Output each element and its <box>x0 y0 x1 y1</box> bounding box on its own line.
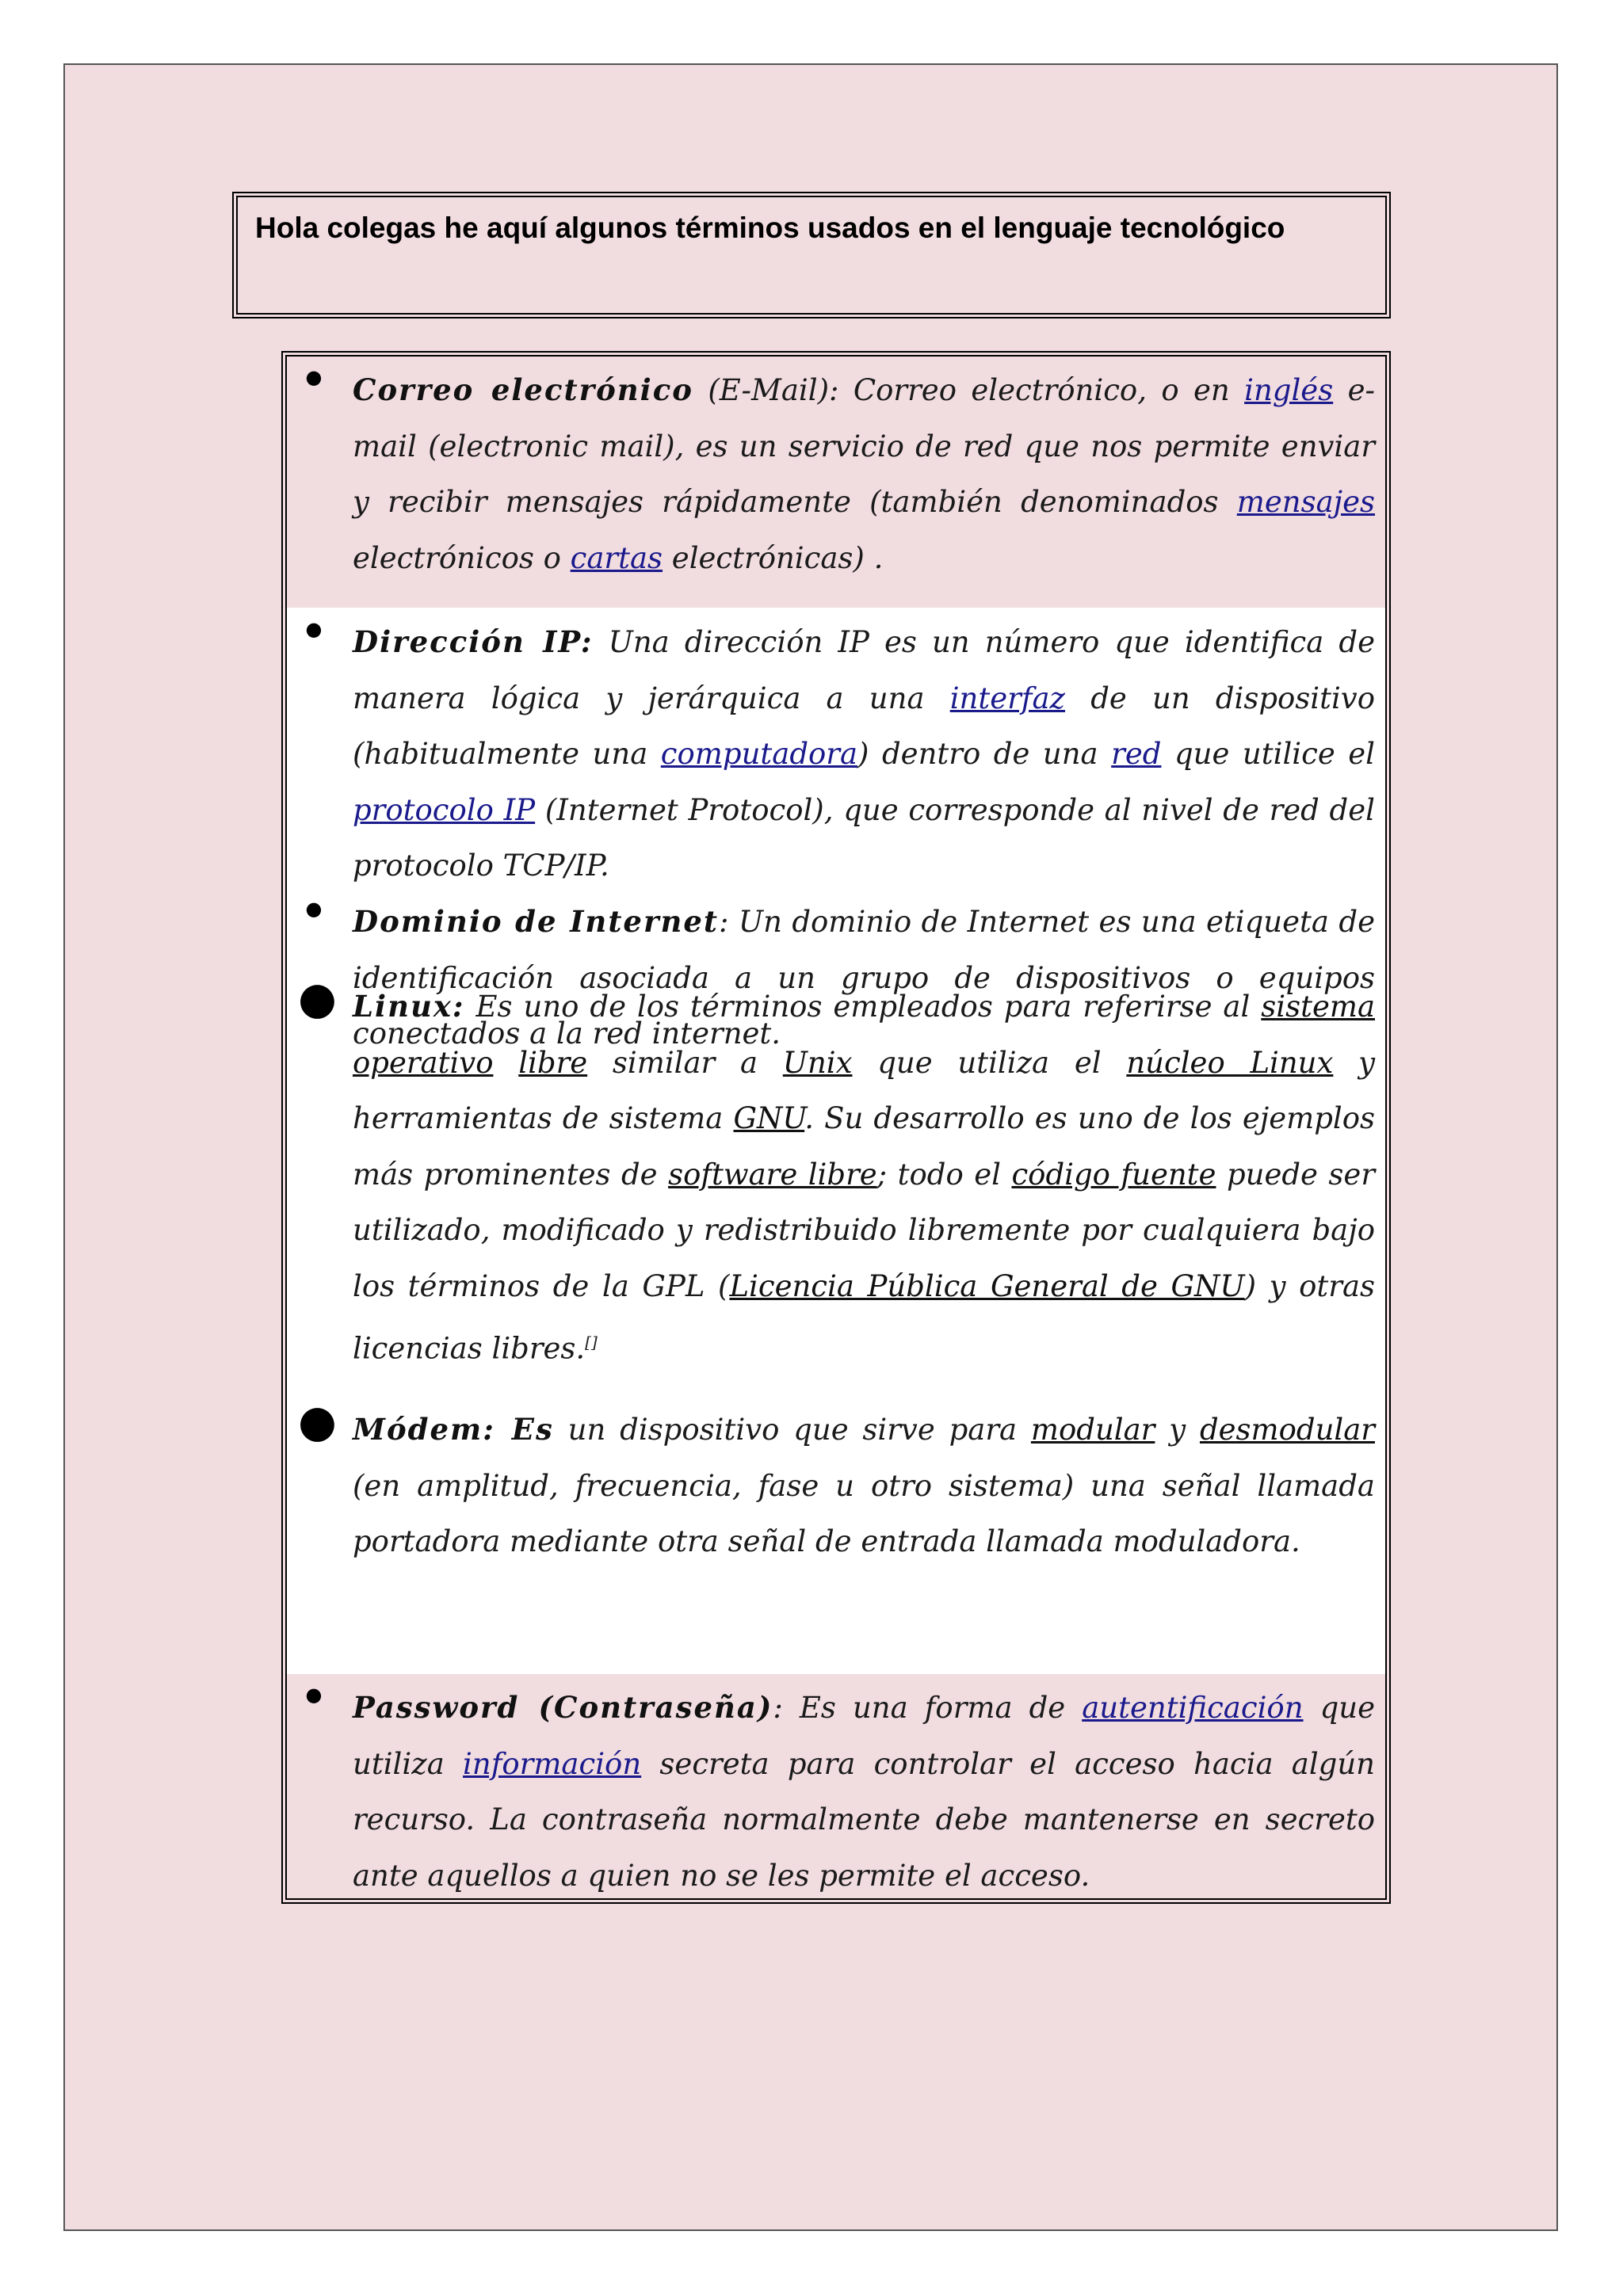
link-nucleo-linux[interactable]: núcleo Linux <box>1126 1045 1334 1080</box>
link-ingles[interactable]: inglés <box>1244 373 1334 407</box>
link-mensajes[interactable]: mensajes <box>1236 485 1375 519</box>
entry-domain: Dominio de Internet: Un dominio de Internet es una etiqueta de identificación asociada a un grupo de dispositivos o equipos conectados a la red internet. <box>353 904 1375 1051</box>
link-codigo-fuente[interactable]: código fuente <box>1011 1157 1216 1192</box>
entry-modem: Módem: Es un dispositivo que sirve para modular y desmodular (en amplitud, frecuencia, fase u otro sistema) una señal llamada portadora mediante otra señal de entrada llamada moduladora. <box>353 1412 1375 1558</box>
link-cartas[interactable]: cartas <box>570 540 663 575</box>
link-modular[interactable]: modular <box>1030 1413 1155 1447</box>
link-autentificacion[interactable]: autentificación <box>1082 1691 1304 1725</box>
term-modem: Módem: Es <box>353 1412 554 1447</box>
term-ip: Dirección IP: <box>353 624 594 659</box>
term-domain: Dominio de Internet <box>353 904 719 939</box>
link-desmodular[interactable]: desmodular <box>1199 1413 1375 1447</box>
term-password: Password (Contraseña) <box>353 1690 773 1725</box>
glossary-box <box>281 351 1391 1904</box>
bullet-icon: ● <box>305 1684 323 1706</box>
title-box <box>232 192 1391 318</box>
bullet-icon: ● <box>305 366 323 388</box>
bullet-icon: ● <box>305 618 323 640</box>
link-software-libre[interactable]: software libre <box>668 1157 877 1192</box>
link-licencia-gpl[interactable]: Licencia Pública General de GNU <box>729 1268 1245 1303</box>
bullet-icon: ● <box>298 973 337 1024</box>
link-interfaz[interactable]: interfaz <box>949 681 1066 715</box>
page-title: Hola colegas he aquí algunos términos usados en el lenguaje tecnológico <box>255 212 1285 244</box>
entry-ip: Dirección IP: Una dirección IP es un número que identifica de manera lógica y jerárquica a una interfaz de un dispositivo (habitualmente una computadora) dentro de una red que utilice el protocolo IP (Internet Protocol), que corresponde al nivel de red del protocolo TCP/IP. <box>353 624 1375 883</box>
link-computadora[interactable]: computadora <box>660 737 858 771</box>
entry-linux: Linux: Es uno de los términos empleados para referirse al sistema operativo libre similar a Unix que utiliza el núcleo Linux y herramientas de sistema GNU. Su desarrollo es uno de los ejemplos más prominentes de software libre; todo el código fuente puede ser utilizado, modificado y redistribuido libremente por cualquiera bajo los términos de la GPL (Licencia Pública General de GNU) y otras licencias libres.[] <box>353 989 1376 1366</box>
link-sistema-operativo[interactable]: sistema operativo <box>353 990 1375 1080</box>
link-informacion[interactable]: información <box>463 1746 642 1781</box>
entry-email: Correo electrónico (E-Mail): Correo electrónico, o en inglés e-mail (electronic mail), es un servicio de red que nos permite enviar y recibir mensajes rápidamente (también denominados mensajes electrónicos o cartas electrónicas) . <box>353 372 1375 575</box>
bullet-icon: ● <box>305 898 323 920</box>
link-unix[interactable]: Unix <box>782 1045 853 1080</box>
link-red[interactable]: red <box>1111 737 1162 771</box>
link-gnu[interactable]: GNU <box>733 1101 805 1135</box>
link-libre[interactable]: libre <box>518 1045 588 1080</box>
footnote-ref: [] <box>585 1333 598 1352</box>
bullet-icon: ● <box>298 1396 337 1447</box>
term-email: Correo electrónico <box>353 372 693 407</box>
entry-password: Password (Contraseña): Es una forma de autentificación que utiliza información secreta para controlar el acceso hacia algún recurso. La contraseña normalmente debe mantenerse en secreto ante aquellos a quien no se les permite el acceso. <box>353 1690 1376 1893</box>
term-linux: Linux: <box>353 989 465 1024</box>
link-protocolo-ip[interactable]: protocolo IP <box>353 792 536 827</box>
